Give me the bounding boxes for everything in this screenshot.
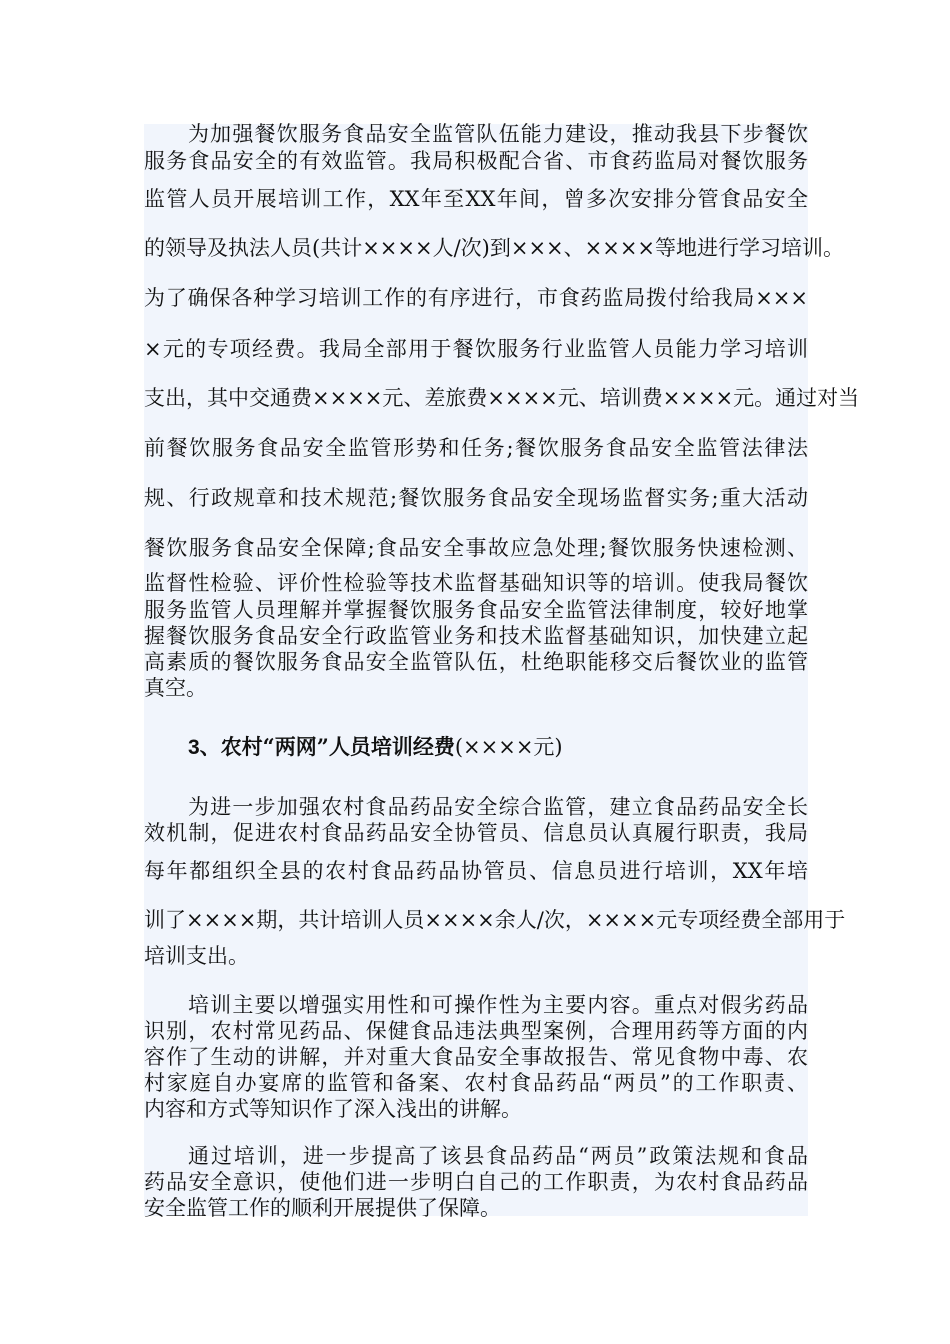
- paragraph-line: 通过培训，进一步提高了该县食品药品“两员”政策法规和食品: [188, 1144, 808, 1168]
- section-heading: [188, 732, 808, 762]
- heading-title: 农村“两网”人员培训经费: [220, 734, 455, 759]
- paragraph-line: 识别，农村常见药品、保健食品违法典型案例，合理用药等方面的内: [144, 1019, 808, 1043]
- paragraph-line: 药品安全意识，使他们进一步明白自己的工作职责，为农村食品药品: [144, 1170, 808, 1194]
- paragraph-line: 训了××××期，共计培训人员××××余人/次，××××元专项经费全部用于: [144, 908, 846, 932]
- paragraph-line: 安全监管工作的顺利开展提供了保障。: [144, 1196, 501, 1220]
- paragraph-line: 培训支出。: [144, 944, 249, 968]
- paragraph-line: 规、行政规章和技术规范;餐饮服务食品安全现场监督实务;重大活动: [144, 486, 808, 510]
- paragraph-line: 为了确保各种学习培训工作的有序进行，市食药监局拨付给我局×××: [144, 286, 808, 310]
- paragraph-line: 容作了生动的讲解，并对重大食品安全事故报告、常见食物中毒、农: [144, 1045, 808, 1069]
- paragraph-line: 前餐饮服务食品安全监管形势和任务;餐饮服务食品安全监管法律法: [144, 436, 808, 460]
- paragraph-line: 服务监管人员理解并掌握餐饮服务食品安全监管法律制度，较好地掌: [144, 598, 808, 622]
- paragraph-line: 每年都组织全县的农村食品药品协管员、信息员进行培训，XX年培: [144, 859, 808, 883]
- paragraph-line: 的领导及执法人员(共计××××人/次)到×××、××××等地进行学习培训。: [144, 236, 845, 260]
- paragraph-line: 为进一步加强农村食品药品安全综合监管，建立食品药品安全长: [188, 795, 808, 819]
- paragraph-line: 效机制，促进农村食品药品安全协管员、信息员认真履行职责，我局: [144, 821, 808, 845]
- paragraph-line: 餐饮服务食品安全保障;食品安全事故应急处理;餐饮服务快速检测、: [144, 536, 808, 560]
- paragraph-line: 内容和方式等知识作了深入浅出的讲解。: [144, 1097, 522, 1121]
- paragraph-line: 监管人员开展培训工作，XX年至XX年间，曾多次安排分管食品安全: [144, 187, 808, 211]
- paragraph-line: 高素质的餐饮服务食品安全监管队伍，杜绝职能移交后餐饮业的监管: [144, 650, 808, 674]
- paragraph-line: 支出，其中交通费××××元、差旅费××××元、培训费××××元。通过对当: [144, 386, 860, 410]
- paragraph-line: 培训主要以增强实用性和可操作性为主要内容。重点对假劣药品: [188, 993, 808, 1017]
- paragraph-line: 握餐饮服务食品安全行政监管业务和技术监督基础知识，加快建立起: [144, 624, 808, 648]
- paragraph-line: 为加强餐饮服务食品安全监管队伍能力建设，推动我县下步餐饮: [188, 122, 808, 146]
- heading-amount: (××××元): [454, 735, 563, 759]
- paragraph-line: 真空。: [144, 676, 207, 700]
- paragraph-line: 村家庭自办宴席的监管和备案、农村食品药品“两员”的工作职责、: [144, 1071, 808, 1095]
- paragraph-line: 服务食品安全的有效监管。我局积极配合省、市食药监局对餐饮服务: [144, 149, 808, 173]
- paragraph-line: ×元的专项经费。我局全部用于餐饮服务行业监管人员能力学习培训: [144, 337, 808, 361]
- paragraph-line: 监督性检验、评价性检验等技术监督基础知识等的培训。使我局餐饮: [144, 571, 808, 595]
- heading-number: 3、: [188, 736, 221, 759]
